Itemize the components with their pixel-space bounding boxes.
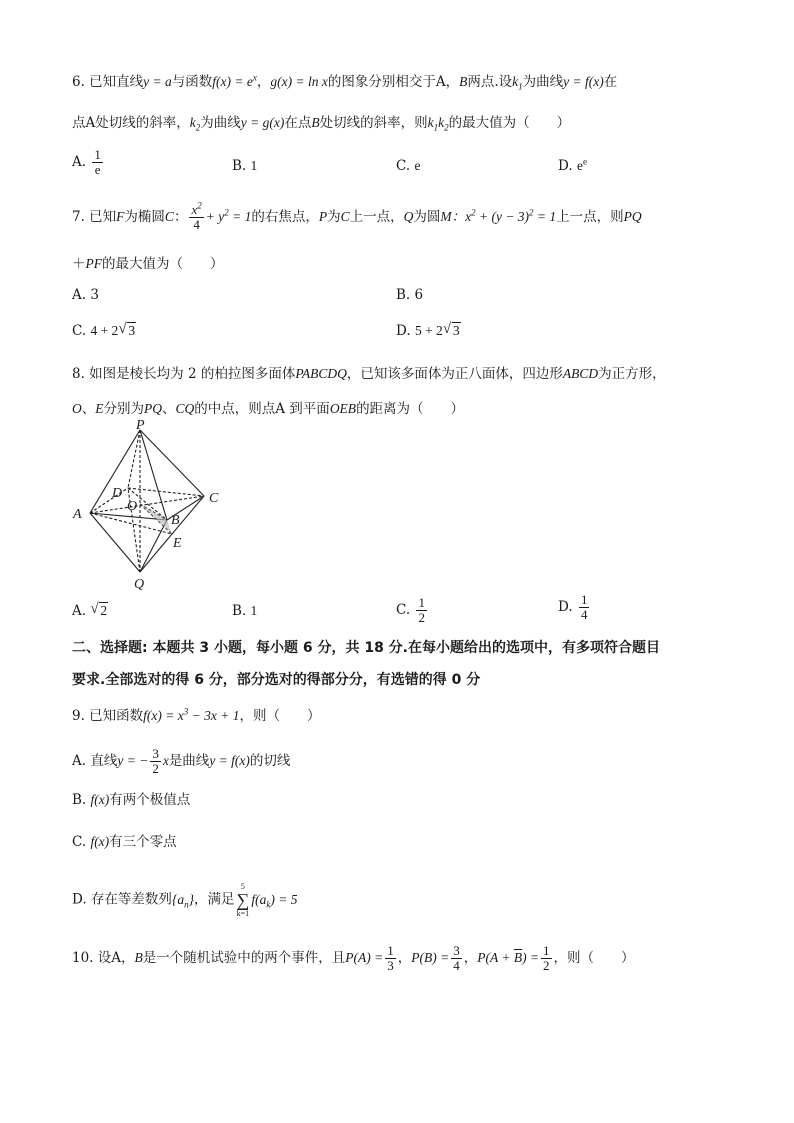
q6-text: 在点	[284, 115, 312, 131]
q6-text: 在	[603, 74, 618, 90]
q6-option-d: D. $e^e$	[558, 156, 587, 174]
edge-qb	[140, 520, 167, 572]
q6-option-b: B. 1	[232, 158, 258, 174]
section2-heading-line2: 要求.全部选对的得 6 分，部分选对的得部分分，有选错的得 0 分	[72, 672, 481, 688]
q8-option-b: B. 1	[232, 603, 258, 619]
q7-line2: ＋PF的最大值为（ ）	[72, 256, 224, 272]
q8-option-c: C. $\frac{1}{2}$	[396, 595, 425, 625]
edge-pd	[128, 430, 140, 488]
q6-math-g: g(x) = ln x	[270, 74, 328, 89]
q8-line1: 8. 如图是棱长均为 2 的柏拉图多面体PABCDQ，已知该多面体为正八面体，四边形ABCD为正方形，	[72, 366, 666, 382]
q8-option-d: D. $\frac{1}{4}$	[558, 592, 588, 622]
q9-option-a: A. 直线y = − $\frac{3}{2}$ x是曲线y = f(x)的切线	[72, 746, 291, 776]
q9-option-b: B. f(x)有两个极值点	[72, 792, 191, 808]
q9-option-d: D. 存在等差数列$\{a_n\}$，满足 5 ∑ k=1 $f(a_k) = 5$	[72, 882, 298, 918]
section2-heading-line1: 二、选择题: 本题共 3 小题，每小题 6 分，共 18 分.在每小题给出的选项中，有多项符合题目	[72, 640, 660, 656]
q9-option-c: C. f(x)有三个零点	[72, 834, 177, 850]
q6-text: 6. 已知直线	[72, 74, 144, 90]
edge-dc	[128, 488, 204, 496]
q7-option-b: B. 6	[396, 287, 424, 303]
q6-text: 两点.设	[467, 74, 513, 90]
q6-math-k2: $k_2$	[189, 115, 201, 133]
q8-option-a: A. √ 2	[72, 601, 108, 621]
q6-text: 为曲线	[200, 115, 241, 131]
q7-option-a: A. 3	[72, 287, 99, 303]
q6-text: 的图象分别相交于A，	[327, 74, 460, 90]
q6-line1	[72, 72, 617, 92]
fig-label-q: Q	[134, 577, 145, 592]
octahedron-figure	[70, 420, 230, 592]
q6-math-line: y = a	[143, 74, 172, 89]
q6-text: 为曲线	[522, 74, 564, 90]
q6-text: 处切线的斜率，则	[319, 115, 428, 131]
q6-math-b: B	[459, 74, 468, 89]
q8-line2: O、E分别为PQ、CQ的中点，则点A 到平面OEB的距离为（ ）	[72, 401, 465, 417]
fig-label-p: P	[136, 420, 145, 433]
q6-math-curve-f: y = f(x)	[563, 74, 604, 89]
q7-option-c: C. 4 + 2 √ 3	[72, 321, 136, 341]
q6-text: 点A处切线的斜率，	[72, 115, 190, 131]
q7-option-d: D. 5 + 2 √ 3	[396, 321, 461, 341]
fig-label-o: O	[127, 499, 138, 514]
fig-label-a: A	[73, 507, 82, 522]
sum-operator: 5 ∑ k=1	[236, 882, 250, 918]
q6-math-curve-g: y = g(x)	[240, 115, 285, 130]
fig-label-c: C	[209, 491, 219, 506]
q6-option-c: C. e	[396, 158, 421, 174]
q6-line2	[72, 113, 570, 133]
q6-math-k1k2: $k_1k_2$	[427, 115, 449, 133]
fig-label-e: E	[173, 536, 182, 551]
q9-stem: 9. 已知函数$f(x) = x^3 - 3x + 1$，则（ ）	[72, 706, 321, 724]
fig-label-b: B	[171, 513, 180, 528]
q7-line1: 7. 已知F为椭圆C： $\frac{x^2}{4}$ + $y^2 = 1$的右焦点，P为C上一点，Q为圆M：$x^2 + (y - 3)^2 = 1$上一点，则PQ	[72, 200, 642, 232]
q10-stem: 10. 设A，B是一个随机试验中的两个事件，且P(A) = $\frac{1}{3}$ ，P(B) = $\frac{3}{4}$ ，$P(A + \overline{B})$ = $\frac{1}{2}$ ，则（ ）	[72, 943, 635, 973]
q6-math-k1: $k_1$	[512, 74, 523, 92]
edge-ad	[90, 488, 128, 513]
q6-text: 的最大值为（ ）	[448, 115, 571, 131]
fig-label-d: D	[112, 486, 123, 501]
q6-text: 与函数	[171, 74, 213, 90]
q6-math-f: $f(x) = e^x$	[212, 72, 257, 89]
q6-math-b: B	[311, 115, 320, 130]
q7-ellipse-frac: $\frac{x^2}{4}$	[191, 200, 202, 232]
q6-text: ，	[256, 74, 271, 90]
q6-option-a: A. $\frac{1}{e}$	[72, 147, 101, 177]
